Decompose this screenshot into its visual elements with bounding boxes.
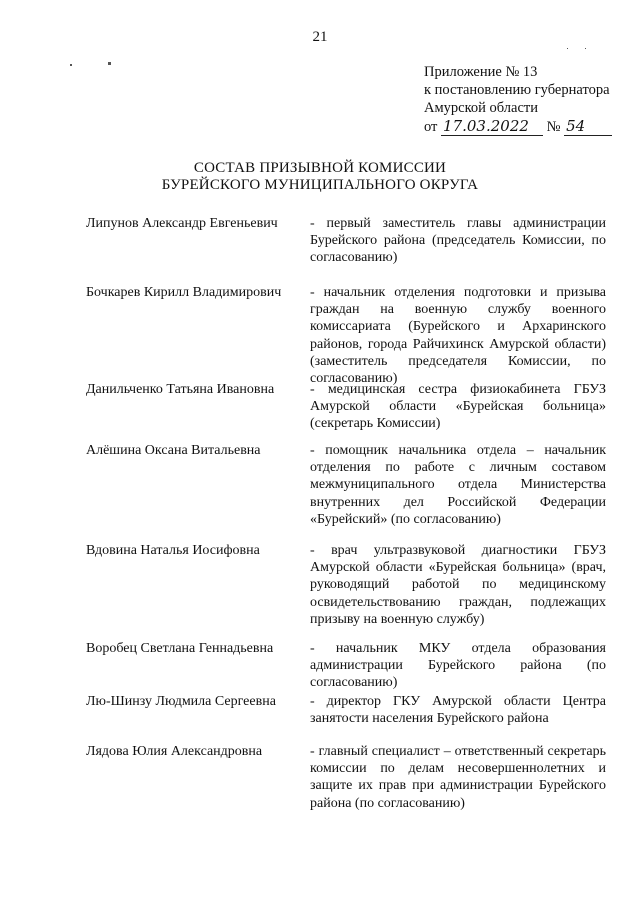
- annex-number-handwritten: 54: [564, 117, 612, 136]
- members-list: [86, 215, 606, 812]
- member-role: - медицинская сестра физиокабинета ГБУЗ Амурской области «Бурейская больница» (секретарь Комиссии): [310, 382, 606, 432]
- annex-block: [424, 63, 612, 136]
- annex-title: Приложение № 13: [424, 64, 538, 80]
- member-row: [86, 215, 606, 284]
- scan-speck: [585, 48, 586, 49]
- annex-number-label: №: [546, 119, 561, 135]
- scan-speck: [108, 62, 111, 65]
- scan-speck: [567, 48, 568, 49]
- member-name: Алёшина Оксана Витальевна: [86, 443, 261, 458]
- member-name: Вдовина Наталья Иосифовна: [86, 543, 260, 558]
- scan-speck: [70, 64, 72, 66]
- member-role: - начальник МКУ отдела образования администрации Бурейского района (по согласованию): [310, 641, 606, 691]
- member-row: [86, 284, 606, 387]
- annex-date-handwritten: 17.03.2022: [441, 117, 543, 136]
- member-name: Лядова Юлия Александровна: [86, 744, 263, 759]
- title-line-1: СОСТАВ ПРИЗЫВНОЙ КОМИССИИ: [193, 160, 447, 176]
- page-number: 21: [312, 29, 328, 45]
- member-row: [86, 640, 606, 693]
- member-role: - помощник начальника отдела – начальник отделения по работе с личным составом межмуниципального отдела Министерства внутренних дел Российской Федерации «Бурейский» (по согласованию): [310, 443, 606, 527]
- annex-from-label: от: [424, 119, 438, 135]
- member-role: - главный специалист – ответственный секретарь комиссии по делам несовершеннолетних и защите их прав при администрации Бурейского района (по согласованию): [310, 744, 606, 811]
- annex-resolution: к постановлению губернатора: [424, 82, 610, 98]
- member-row: [86, 542, 606, 640]
- member-row: [86, 693, 606, 743]
- title-line-2: БУРЕЙСКОГО МУНИЦИПАЛЬНОГО ОКРУГА: [161, 177, 479, 193]
- document-title: [0, 160, 640, 194]
- member-name: Воробец Светлана Геннадьевна: [86, 641, 274, 656]
- member-row: [86, 381, 606, 442]
- member-role: - директор ГКУ Амурской области Центра занятости населения Бурейского района: [310, 694, 606, 727]
- member-name: Лю-Шинзу Людмила Сергеевна: [86, 694, 276, 709]
- member-row: [86, 743, 606, 812]
- annex-date-number: [424, 117, 612, 136]
- member-name: Липунов Александр Евгеньевич: [86, 216, 278, 231]
- member-role: - начальник отделения подготовки и призыва граждан на военную службу военного комиссариата (Бурейского и Архаринского районов, города Райчихинск Амурской области) (заместитель председателя Комиссии, по согласованию): [310, 285, 606, 387]
- member-row: [86, 442, 606, 542]
- member-role: - первый заместитель главы администрации Бурейского района (председатель Комиссии, по согласованию): [310, 216, 606, 266]
- member-name: Данильченко Татьяна Ивановна: [86, 382, 275, 397]
- annex-region: Амурской области: [424, 100, 538, 116]
- member-role: - врач ультразвуковой диагностики ГБУЗ Амурской области «Бурейская больница» (врач, руководящий работой по медицинскому освидетельствованию граждан, подлежащих призыву на военную службу): [310, 543, 606, 627]
- member-name: Бочкарев Кирилл Владимирович: [86, 285, 282, 300]
